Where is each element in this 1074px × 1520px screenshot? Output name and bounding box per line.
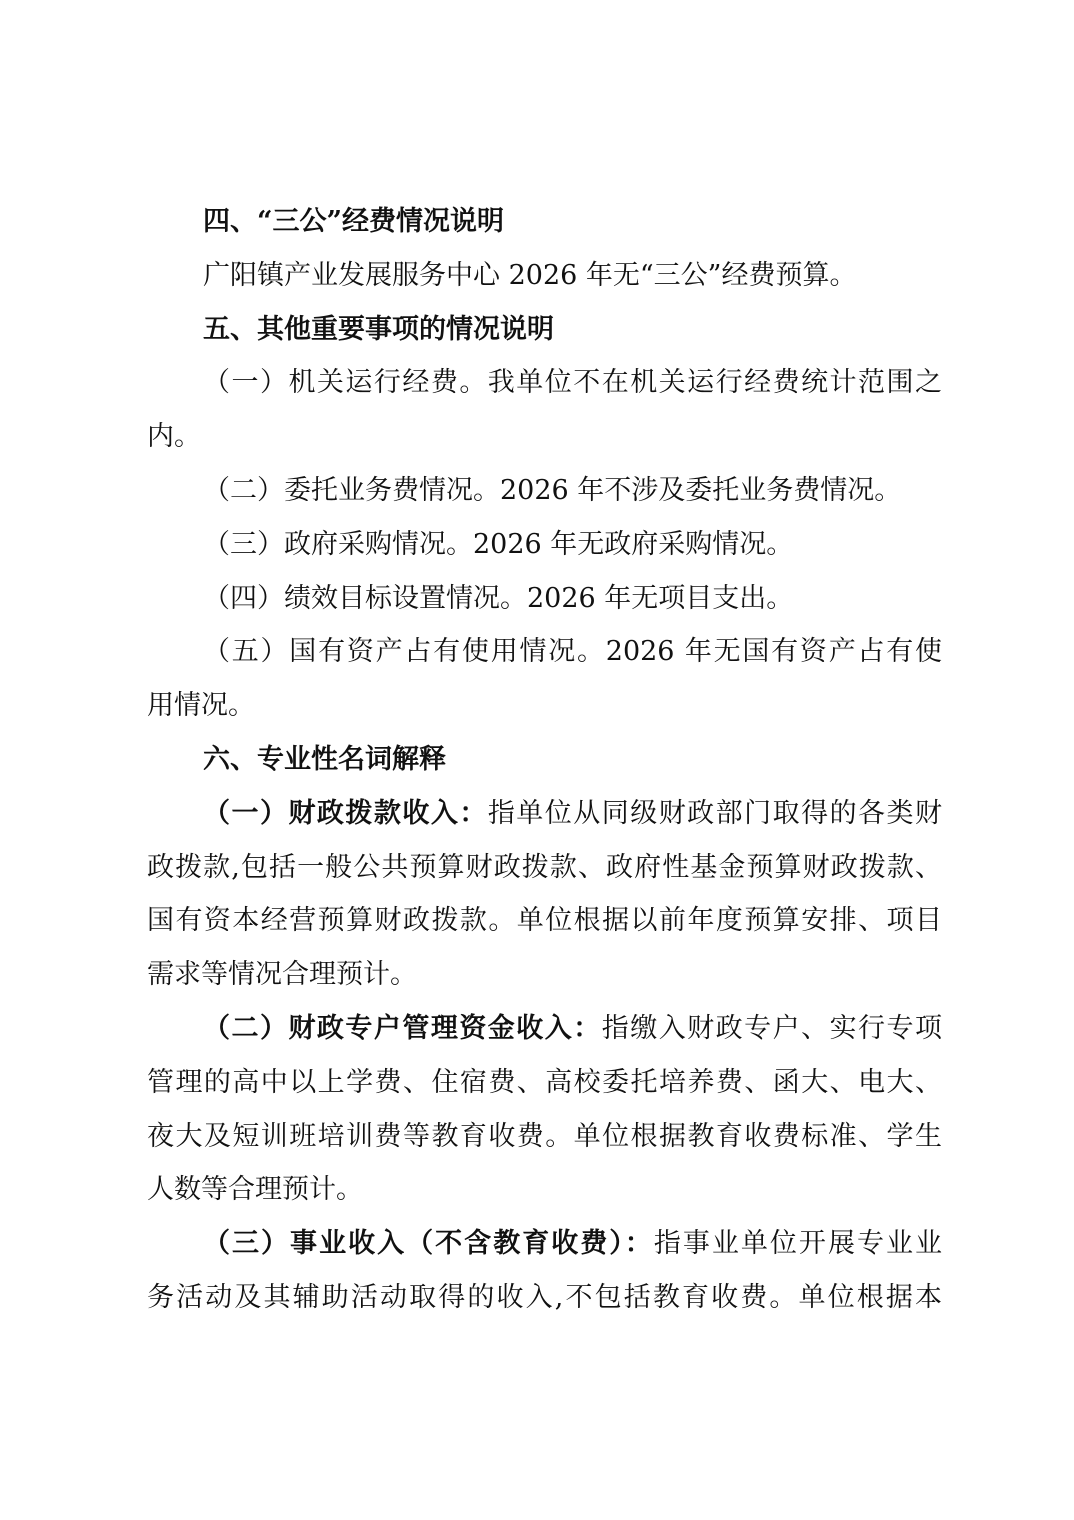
term-text: 指事业单位开展专业业 xyxy=(653,1228,943,1260)
item-state-assets: （五）国有资产占有使用情况。2026 年无国有资产占有使 xyxy=(203,636,942,668)
term-business-income xyxy=(147,1222,942,1276)
term-text-line: 夜大及短训班培训费等教育收费。单位根据教育收费标准、学生 xyxy=(147,1120,942,1152)
paragraph-sangong: 广阳镇产业发展服务中心 2026 年无“三公”经费预算。 xyxy=(203,259,857,291)
item-entrusted-fees: （二）委托业务费情况。2026 年不涉及委托业务费情况。 xyxy=(203,474,902,506)
term-text: 指缴入财政专户、实行专项 xyxy=(601,1012,943,1044)
term-label: （一）财政拨款收入： xyxy=(203,797,488,829)
item-procurement: （三）政府采购情况。2026 年无政府采购情况。 xyxy=(203,528,794,560)
term-text-line: 管理的高中以上学费、住宿费、高校委托培养费、函大、电大、 xyxy=(147,1066,942,1098)
heading-sangong: 四、“三公”经费情况说明 xyxy=(203,206,505,237)
item-operating-costs-cont: 内。 xyxy=(147,421,201,453)
term-text-line: 国有资本经营预算财政拨款。单位根据以前年度预算安排、项目 xyxy=(147,905,942,937)
heading-glossary: 六、专业性名词解释 xyxy=(203,743,446,775)
term-text-line: 需求等情况合理预计。 xyxy=(147,959,417,991)
term-special-account xyxy=(147,1007,942,1061)
item-operating-costs: （一）机关运行经费。我单位不在机关运行经费统计范围之 xyxy=(203,367,942,399)
term-fiscal-appropriation xyxy=(147,792,942,846)
item-performance-goals: （四）绩效目标设置情况。2026 年无项目支出。 xyxy=(203,582,794,614)
heading-other-matters: 五、其他重要事项的情况说明 xyxy=(203,313,554,345)
document-page xyxy=(147,200,942,1330)
item-state-assets-cont: 用情况。 xyxy=(147,690,255,722)
term-text-line: 务活动及其辅助活动取得的收入,不包括教育收费。单位根据本 xyxy=(147,1281,942,1313)
term-text-line: 人数等合理预计。 xyxy=(147,1174,363,1206)
term-label: （二）财政专户管理资金收入： xyxy=(203,1012,602,1044)
term-text-line: 政拨款,包括一般公共预算财政拨款、政府性基金预算财政拨款、 xyxy=(147,851,942,883)
term-label: （三）事业收入（不含教育收费）： xyxy=(203,1228,654,1260)
term-text: 指单位从同级财政部门取得的各类财 xyxy=(487,797,943,829)
